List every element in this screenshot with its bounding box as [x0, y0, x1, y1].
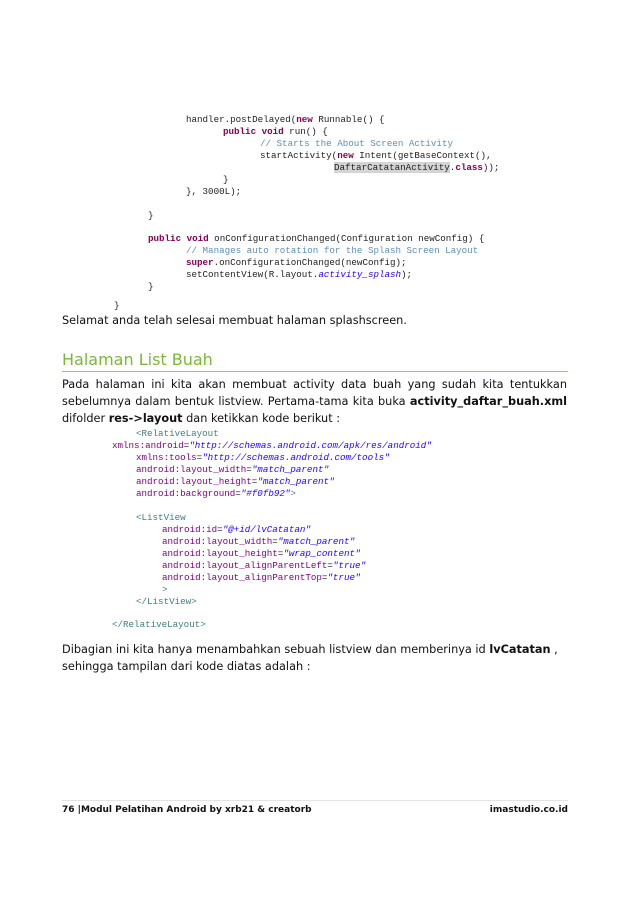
- code-text: run() {: [283, 126, 328, 137]
- code-text: Runnable() {: [312, 114, 385, 125]
- code-text: }: [223, 174, 229, 185]
- code-text: }: [148, 210, 154, 221]
- paragraph-splash: Selamat anda telah selesai membuat halaman splashscreen.: [62, 314, 407, 327]
- code-line: android:id="@+id/lvCatatan": [162, 524, 311, 535]
- xml-attr: android:id: [162, 524, 218, 535]
- paragraph-outro: Dibagian ini kita hanya menambahkan sebuah listview dan memberinya id lvCatatan , sehingga tampilan dari kode diatas adalah :: [62, 643, 558, 673]
- code-line: [186, 245, 478, 257]
- xml-attr: android:layout_height: [136, 476, 252, 487]
- code-text: startActivity(: [260, 150, 338, 161]
- code-keyword: public: [148, 233, 182, 244]
- xml-tag: >: [290, 488, 296, 499]
- heading-divider: [62, 371, 568, 372]
- xml-attr: xmlns:android: [112, 440, 184, 451]
- xml-value: "true": [327, 572, 361, 583]
- code-line: android:layout_height="wrap_content": [162, 548, 361, 559]
- code-field: activity_splash: [318, 269, 402, 280]
- xml-tag: </ListView>: [136, 596, 197, 607]
- code-comment: // Starts the About Screen Activity: [260, 138, 453, 149]
- code-highlight: DaftarCatatanActivity: [334, 162, 450, 173]
- xml-tag: >: [162, 584, 168, 595]
- code-line: android:layout_height="match_parent": [136, 476, 335, 487]
- xml-tag: <ListView: [136, 512, 186, 523]
- xml-value: "#f0fb92": [240, 488, 291, 499]
- xml-attr: android:layout_alignParentTop: [162, 572, 322, 583]
- code-line: [223, 126, 328, 138]
- code-line: [148, 210, 154, 222]
- xml-attr: android:layout_width: [162, 536, 273, 547]
- code-text: ));: [482, 162, 500, 173]
- code-text: handler.postDelayed(: [186, 114, 297, 125]
- code-line: [162, 584, 168, 596]
- code-line: [260, 150, 492, 162]
- code-text: );: [401, 269, 413, 280]
- xml-attr: android:layout_alignParentLeft: [162, 560, 328, 571]
- xml-attr: android:layout_width: [136, 464, 247, 475]
- code-line: android:layout_width="match_parent": [162, 536, 355, 547]
- code-text: setContentView(R.layout.: [186, 269, 319, 280]
- code-line: [148, 281, 154, 293]
- footer-divider: [62, 800, 568, 801]
- code-line: [186, 186, 241, 198]
- code-line: [136, 512, 186, 524]
- code-keyword: class: [455, 162, 483, 173]
- code-line: xmlns:android="http://schemas.android.com/apk/res/android": [112, 440, 432, 451]
- code-line: [186, 114, 385, 126]
- code-keyword: new: [337, 150, 354, 161]
- xml-value: "@+id/lvCatatan": [222, 524, 311, 535]
- code-keyword: void: [186, 233, 209, 244]
- xml-value: "match_parent": [257, 476, 335, 487]
- code-text: .onConfigurationChanged(newConfig);: [213, 257, 407, 268]
- paragraph-intro: Pada halaman ini kita akan membuat activity data buah yang sudah kita tentukkan sebelumnya dalam bentuk listview. Pertama-tama kita buka activity_daftar_buah.xml difolder res->layout dan ketikkan kode berikut :: [62, 378, 567, 425]
- xml-attr: android:background: [136, 488, 236, 499]
- xml-value: "match_parent": [251, 464, 329, 475]
- code-line: xmlns:tools="http://schemas.android.com/tools": [136, 452, 390, 463]
- xml-tag: <RelativeLayout: [136, 428, 219, 439]
- code-line: [260, 138, 453, 150]
- code-text: }, 3000L);: [186, 186, 242, 197]
- code-text: }: [114, 300, 120, 311]
- code-line: android:layout_alignParentTop="true": [162, 572, 361, 583]
- filename-text: activity_daftar_buah.xml: [409, 395, 567, 408]
- section-heading: Halaman List Buah: [62, 350, 213, 369]
- footer-page-info: 76 |Modul Pelatihan Android by xrb21 & creatorb: [62, 805, 312, 815]
- code-line: android:layout_width="match_parent": [136, 464, 329, 475]
- code-line: [223, 174, 229, 186]
- code-keyword: super: [186, 257, 214, 268]
- code-keyword: void: [261, 126, 284, 137]
- xml-value: "match_parent": [277, 536, 355, 547]
- xml-value: "http://schemas.android.com/apk/res/android": [189, 440, 432, 451]
- code-line: [112, 619, 206, 631]
- code-text: }: [148, 281, 154, 292]
- code-line: [114, 300, 120, 312]
- xml-value: "http://schemas.android.com/tools": [202, 452, 390, 463]
- xml-attr: xmlns:tools: [136, 452, 197, 463]
- code-line: [334, 162, 499, 174]
- xml-tag: </RelativeLayout>: [112, 619, 206, 630]
- listview-id-text: lvCatatan: [489, 643, 551, 656]
- code-comment: // Manages auto rotation for the Splash Screen Layout: [186, 245, 479, 256]
- code-line: [186, 257, 407, 269]
- code-text: Intent(getBaseContext(),: [353, 150, 492, 161]
- code-line: android:layout_alignParentLeft="true": [162, 560, 367, 571]
- code-line: [136, 596, 197, 608]
- code-text: onConfigurationChanged(Configuration newConfig) {: [208, 233, 485, 244]
- code-keyword: public: [223, 126, 257, 137]
- footer-site: imastudio.co.id: [489, 805, 568, 815]
- code-line: [148, 233, 484, 245]
- xml-value: "wrap_content": [283, 548, 361, 559]
- xml-value: "true": [332, 560, 367, 571]
- code-text: .: [449, 162, 456, 173]
- code-keyword: new: [296, 114, 313, 125]
- folder-text: res->layout: [108, 412, 183, 425]
- code-line: android:background="#f0fb92">: [136, 488, 296, 499]
- xml-attr: android:layout_height: [162, 548, 278, 559]
- code-line: [136, 428, 219, 440]
- code-line: [186, 269, 412, 281]
